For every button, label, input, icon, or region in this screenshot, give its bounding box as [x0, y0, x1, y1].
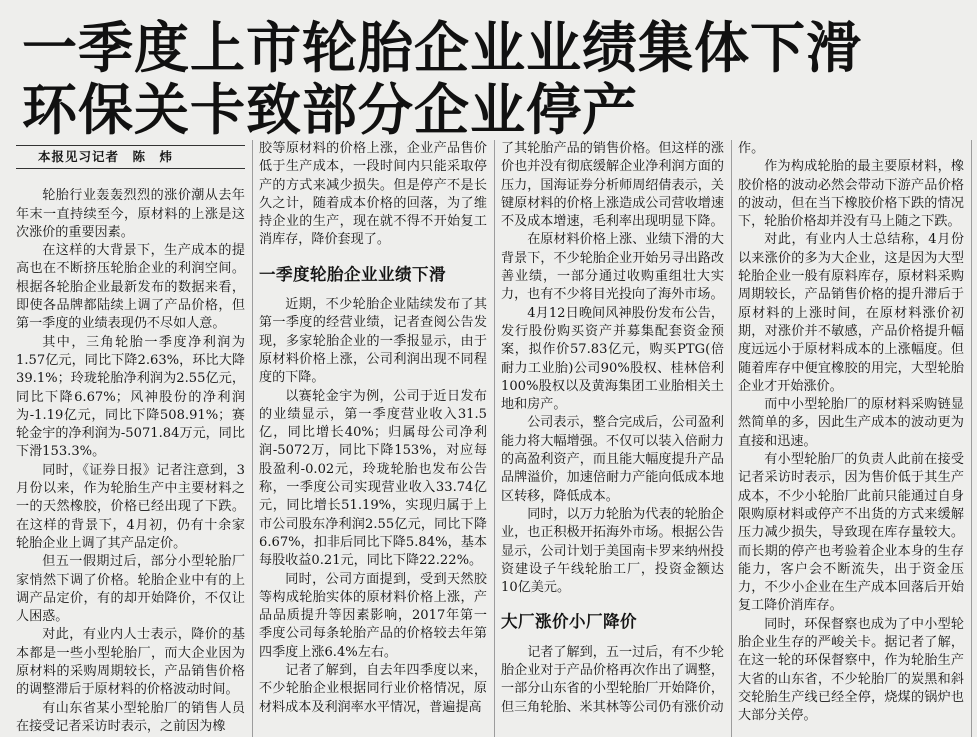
article-column-4	[732, 140, 972, 737]
article-paragraph: 作。	[738, 141, 765, 156]
article-paragraph: 以赛轮金宇为例，公司于近日发布的业绩显示，第一季度营业收入31.5亿，同比增长40%；归属母公司净利润-5072万，同比下降153%，对应每股盈利-0.02元，玲珑轮胎也发布公告称，一季度公司实现营业收入33.74亿元，同比增长51.19%，实现归属于上市公司股东净利润2.55亿元，同比下降6.67%，扣非后同比下降5.84%，基本每股收益0.21元，同比下降22.22%。	[259, 388, 487, 569]
article-paragraph: 对此，有业内人士总结称，4月份以来涨价的多为大企业，这是因为大型轮胎企业一般有原料库存，原材料采购周期较长，产品销售价格的提升滞后于原材料的上涨时间，在原材料涨价初期，对涨价并不敏感，产品价格提升幅度远远小于原材料成本的上涨幅度。但随着库存中便宜橡胶的用完，大型轮胎企业才开始涨价。	[738, 232, 964, 394]
article-paragraph: 其中，三角轮胎一季度净利润为1.57亿元，同比下降2.63%，环比大降39.1%；玲珑轮胎净利润为2.55亿元，同比下降6.67%；风神股份的净利润为-1.19亿元，同比下降508.91%；赛轮金宇的净利润为-5071.84万元，同比下滑153.3%。	[16, 334, 245, 460]
article-column-3	[495, 140, 732, 737]
article-paragraph: 有山东省某小型轮胎厂的销售人员在接受记者采访时表示，之前因为橡	[16, 700, 245, 734]
section-subhead: 大厂涨价小厂降价	[501, 612, 637, 632]
article-paragraph: 公司表示，整合完成后，公司盈利能力将大幅增强。不仅可以装入倍耐力的高盈利资产，而且能大幅度提升产品品牌溢价，加速倍耐力产能向低成本地区转移，降低成本。	[501, 415, 724, 504]
headline-line-1: 一季度上市轮胎企业业绩集体下滑	[22, 16, 863, 80]
article-paragraph: 而中小型轮胎厂的原材料采购链显然简单的多，因此生产成本的波动更为直接和迅速。	[738, 397, 964, 449]
article-paragraph: 作为构成轮胎的最主要原材料，橡胶价格的波动必然会带动下游产品价格的波动，但在当下橡胶价格下跌的情况下，轮胎价格却并没有马上随之下跌。	[738, 159, 964, 230]
article-paragraph: 同时，《证券日报》记者注意到，3月份以来，作为轮胎生产中主要材料之一的天然橡胶，价格已经出现了下跌。在这样的背景下，4月初，仍有十余家轮胎企业上调了其产品定价。	[16, 462, 245, 551]
article-paragraph: 对此，有业内人士表示，降价的基本都是一些小型轮胎厂，而大企业因为原材料的采购周期较长，产品销售价格的调整滞后于原材料的价格波动时间。	[16, 627, 245, 698]
article-paragraph: 了其轮胎产品的销售价格。但这样的涨价也并没有彻底缓解企业净利润方面的压力，国海证券分析师周绍倩表示，关键原材料的价格上涨造成公司营收增速不及成本增速，毛利率出现明显下降。	[501, 141, 724, 230]
article-paragraph: 记者了解到，五一过后，有不少轮胎企业对于产品价格再次作出了调整，一部分山东省的小型轮胎厂开始降价，但三角轮胎、米其林等公司仍有涨价动	[501, 644, 724, 715]
article-paragraph: 4月12日晚间风神股份发布公告，发行股份购买资产并募集配套资金预案，拟作价57.83亿元，购买PTG(倍耐力工业胎)公司90%股权、桂林倍利100%股权以及黄海集团工业胎相关土地和房产。	[501, 305, 724, 413]
article-paragraph: 记者了解到，自去年四季度以来，不少轮胎企业根据同行业价格情况，原材料成本及利润率水平情况，普遍提高	[259, 663, 487, 715]
article-paragraph: 同时，以万力轮胎为代表的轮胎企业，也正积极开拓海外市场。根据公告显示，公司计划于美国南卡罗来纳州投资建设子午线轮胎工厂，投资金额达10亿美元。	[501, 506, 724, 596]
article-paragraph: 同时，环保督察也成为了中小型轮胎企业生存的严峻关卡。据记者了解，在这一轮的环保督察中，作为轮胎生产大省的山东省，不少轮胎厂的炭黑和斜交轮胎生产线已经全停，烧煤的锅炉也大部分关停。	[738, 616, 964, 724]
article-paragraph: 近期，不少轮胎企业陆续发布了其第一季度的经营业绩，记者查阅公告发现，多家轮胎企业的一季报显示，由于原材料价格上涨，公司利润出现不同程度的下降。	[259, 297, 487, 386]
article-paragraph: 同时，公司方面提到，受到天然胶等构成轮胎实体的原材料价格上涨，产品品质提升等因素影响，2017年第一季度公司每条轮胎产品的价格较去年第四季度上涨6.4%左右。	[259, 571, 487, 660]
headline-line-2: 环保关卡致部分企业停产	[22, 78, 639, 142]
article-paragraph: 在这样的大背景下，生产成本的提高也在不断挤压轮胎企业的利润空间。根据各轮胎企业最新发布的数据来看，即使各品牌都陆续上调了产品价格，但第一季度的业绩表现仍不尽如人意。	[16, 243, 245, 332]
article-paragraph: 在原材料价格上涨、业绩下滑的大背景下，不少轮胎企业开始另寻出路改善业绩，一部分通过收购重组壮大实力，也有不少将目光投向了海外市场。	[501, 232, 724, 303]
article-column-1	[10, 140, 253, 737]
article-paragraph: 胶等原材料的价格上涨，企业产品售价低于生产成本，一段时间内只能采取停产的方式来减少损失。但是停产不是长久之计，随着成本价格的回落，为了维持企业的生产，现在就不得不开始复工消库存，降价套现了。	[259, 141, 487, 248]
article-paragraph: 但五一假期过后，部分小型轮胎厂家悄然下调了价格。轮胎企业中有的上调产品定价，有的却开始降价，不仅让人困惑。	[16, 554, 245, 625]
article-paragraph: 轮胎行业轰轰烈烈的涨价潮从去年年末一直持续至今，原材料的上涨是这次涨价的重要因素。	[16, 188, 245, 240]
byline: 本报见习记者 陈 炜	[16, 145, 245, 169]
article-paragraph: 有小型轮胎厂的负责人此前在接受记者采访时表示，因为售价低于其生产成本，不少小轮胎厂此前只能通过自身限购原材料或停产不出货的方式来缓解压力减少损失，导致现在库存量较大。而长期的停产也考验着企业本身的生存能力，客户会不断流失，出于资金压力，不少小企业在生产成本回落后开始复工降价消库存。	[738, 452, 964, 614]
section-subhead: 一季度轮胎企业业绩下滑	[259, 264, 446, 284]
article-column-2	[253, 140, 495, 737]
